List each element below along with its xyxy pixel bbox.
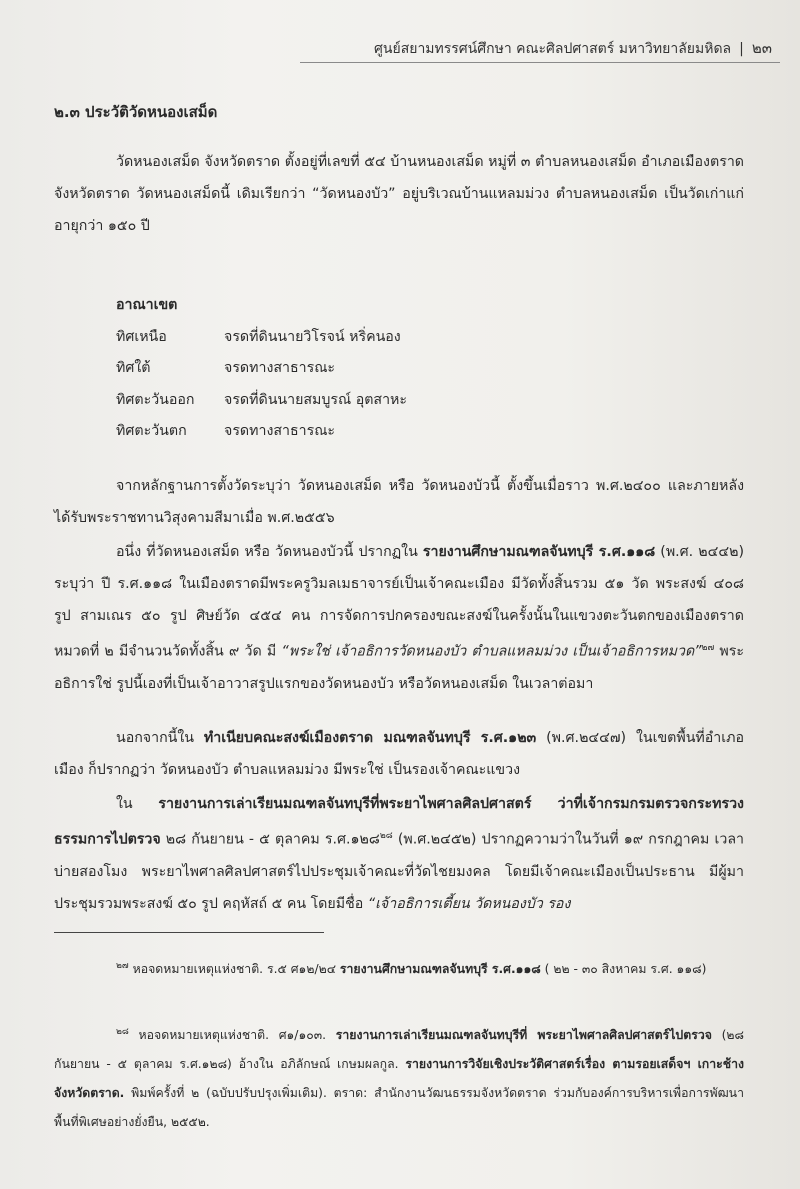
section-title: ๒.๓ ประวัติวัดหนองเสม็ด — [54, 103, 218, 121]
header-rule — [300, 62, 780, 63]
text-run: พระอธิการใช่ รูปนี้เองที่เป็นเจ้าอาวาสรูปแรกของวัดหนองบัว หรือวัดหนองเสม็ด ในเวลาต่อมา — [54, 643, 745, 692]
report-title: รายงานศึกษามณฑลจันทบุรี ร.ศ.๑๑๘ — [422, 544, 656, 560]
text-run: ๒๘ กันยายน - ๕ ตุลาคม ร.ศ.๑๒๘ — [160, 831, 380, 848]
footnote-27 — [54, 952, 744, 984]
text-run: ใน — [116, 796, 159, 812]
quote-italic: “เจ้าอธิการเตี้ยน วัดหนองบัว รอง — [367, 895, 571, 912]
boundary-description: จรดที่ดินนายสมบูรณ์ อุตสาหะ — [224, 391, 408, 408]
boundary-block — [116, 290, 407, 448]
boundary-direction: ทิศใต้ — [116, 360, 151, 376]
paragraph-report-118 — [54, 536, 744, 700]
cited-title: รายงานการวิจัยเชิงประวัติศาสตร์เรื่อง ตามรอยเสด็จฯ เกาะช้าง จังหวัดตราด. — [54, 1057, 744, 1101]
text-run: (พ.ศ. ๒๔๔๒) ระบุว่า ปี ร.ศ.๑๑๘ ในเมืองตราดมีพระครูวิมลเมธาจารย์เป็นเจ้าคณะเมือง มีวัดทั้งสิ้นรวม ๕๑ วัด พระสงฆ์ ๔๐๘ รูป สามเณร ๕๐ รูป ศิษย์วัด ๔๕๔ คน การจัดการปกครองขณะสงฆ์ในครั้งนั้นในแขวงตะวันตกของเมืองตราด หมวดที่ ๒ มีจำนวนวัดทั้งสิ้น ๙ วัด มี — [54, 544, 745, 660]
text-run: หอจดหมายเหตุแห่งชาติ. ร.๕ ศ๑๒/๒๔ — [128, 962, 340, 977]
boundary-direction: ทิศเหนือ — [116, 328, 167, 345]
footnote-number: ๒๗ — [116, 961, 129, 971]
cited-title: รายงานการเล่าเรียนมณฑลจันทบุรีที่ พระยาไพศาลศิลปศาสตร์ไปตรวจ — [335, 1028, 712, 1043]
boundary-description: จรดทางสาธารณะ — [224, 360, 336, 376]
boundary-row — [116, 416, 407, 448]
text-run: อนึ่ง ที่วัดหนองเสม็ด หรือ วัดหนองบัวนี้ ปรากฏใน — [116, 544, 423, 560]
header-separator: | — [739, 41, 744, 57]
text-run: ( ๒๒ - ๓๐ สิงหาคม ร.ศ. ๑๑๘) — [540, 962, 707, 977]
report-title: รายงานการเล่าเรียนมณฑลจันทบุรีที่พระยาไพศาลศิลปศาสตร์ ว่าที่เจ้ากรมกรมตรวจกระทรวงธรรมการไปตรวจ — [54, 796, 744, 848]
boundary-direction: ทิศตะวันออก — [116, 391, 195, 408]
header-text: ศูนย์สยามทรรศน์ศึกษา คณะศิลปศาสตร์ มหาวิทยาลัยมหิดล — [374, 41, 732, 57]
text-run: (พ.ศ.๒๔๔๗) ในเขตพื้นที่อำเภอเมือง ก็ปรากฏว่า วัดหนองบัว ตำบลแหลมม่วง มีพระใช่ เป็นรองเจ้าคณะแขวง — [54, 730, 744, 778]
footnote-ref: ๒๘ — [379, 831, 393, 841]
footnote-ref: ๒๗ — [701, 643, 715, 653]
boundary-row — [116, 353, 407, 385]
boundary-title: อาณาเขต — [116, 297, 178, 313]
text-run: นอกจากนี้ใน — [116, 730, 204, 746]
boundary-row — [116, 385, 407, 417]
text-run: หอจดหมายเหตุแห่งชาติ. ศ๑/๑๐๓. — [128, 1028, 336, 1043]
footnote-rule — [54, 932, 324, 933]
text-run: (๒๘ กันยายน - ๕ ตุลาคม ร.ศ.๑๒๘) อ้างใน อภิลักษณ์ เกษมผลกูล. — [54, 1028, 744, 1072]
boundary-direction: ทิศตะวันตก — [116, 423, 187, 439]
paragraph-education-report — [54, 788, 744, 920]
text-run: (พ.ศ.๒๔๕๒) ปรากฏความว่าในวันที่ ๑๙ กรกฎาคม เวลาบ่ายสองโมง พระยาไพศาลศิลปศาสตร์ไปประชุมเจ้าคณะที่วัดไชยมงคล โดยมีเจ้าคณะเมืองเป็นประธาน มีผู้มาประชุมรวมพระสงฆ์ ๕๐ รูป คฤหัสถ์ ๕ คน โดยมีชื่อ — [54, 831, 744, 912]
boundary-description: จรดที่ดินนายวิโรจน์ หริ่คนอง — [224, 328, 401, 345]
running-header — [374, 36, 772, 60]
boundary-description: จรดทางสาธารณะ — [224, 423, 336, 439]
paragraph-founding: จากหลักฐานการตั้งวัดระบุว่า วัดหนองเสม็ด หรือ วัดหนองบัวนี้ ตั้งขึ้นเมื่อราว พ.ศ.๒๔๐๐ และภายหลังได้รับพระราชทานวิสุงคามสีมาเมื่อ พ.ศ.๒๕๕๖ — [54, 478, 744, 526]
paragraph-directory-123 — [54, 722, 744, 786]
paragraph-intro: วัดหนองเสม็ด จังหวัดตราด ตั้งอยู่ที่เลขที่ ๕๔ บ้านหนองเสม็ด หมู่ที่ ๓ ตำบลหนองเสม็ด อำเภอเมืองตราด จังหวัดตราด วัดหนองเสม็ดนี้ เดิมเรียกว่า “วัดหนองบัว” อยู่บริเวณบ้านแหลมม่วง ตำบลหนองเสม็ด เป็นวัดเก่าแก่อายุกว่า ๑๕๐ ปี — [54, 154, 744, 234]
cited-title: รายงานศึกษามณฑลจันทบุรี ร.ศ.๑๑๘ — [339, 962, 541, 977]
quote-italic: “พระใช่ เจ้าอธิการวัดหนองบัว ตำบลแหลมม่วง เป็นเจ้าอธิการหมวด” — [281, 643, 702, 660]
boundary-row — [116, 322, 407, 354]
directory-title: ทำเนียบคณะสงฆ์เมืองตราด มณฑลจันทบุรี ร.ศ.๑๒๓ — [203, 730, 537, 746]
footnote-number: ๒๘ — [116, 1027, 129, 1037]
footnote-28 — [54, 1018, 744, 1137]
text-run: พิมพ์ครั้งที่ ๒ (ฉบับปรับปรุงเพิ่มเติม). ตราด: สำนักงานวัฒนธรรมจังหวัดตราด ร่วมกับองค์การบริหารเพื่อการพัฒนาพื้นที่พิเศษอย่างยั่งยืน, ๒๕๕๒. — [54, 1086, 744, 1130]
page-number: ๒๓ — [751, 39, 772, 57]
